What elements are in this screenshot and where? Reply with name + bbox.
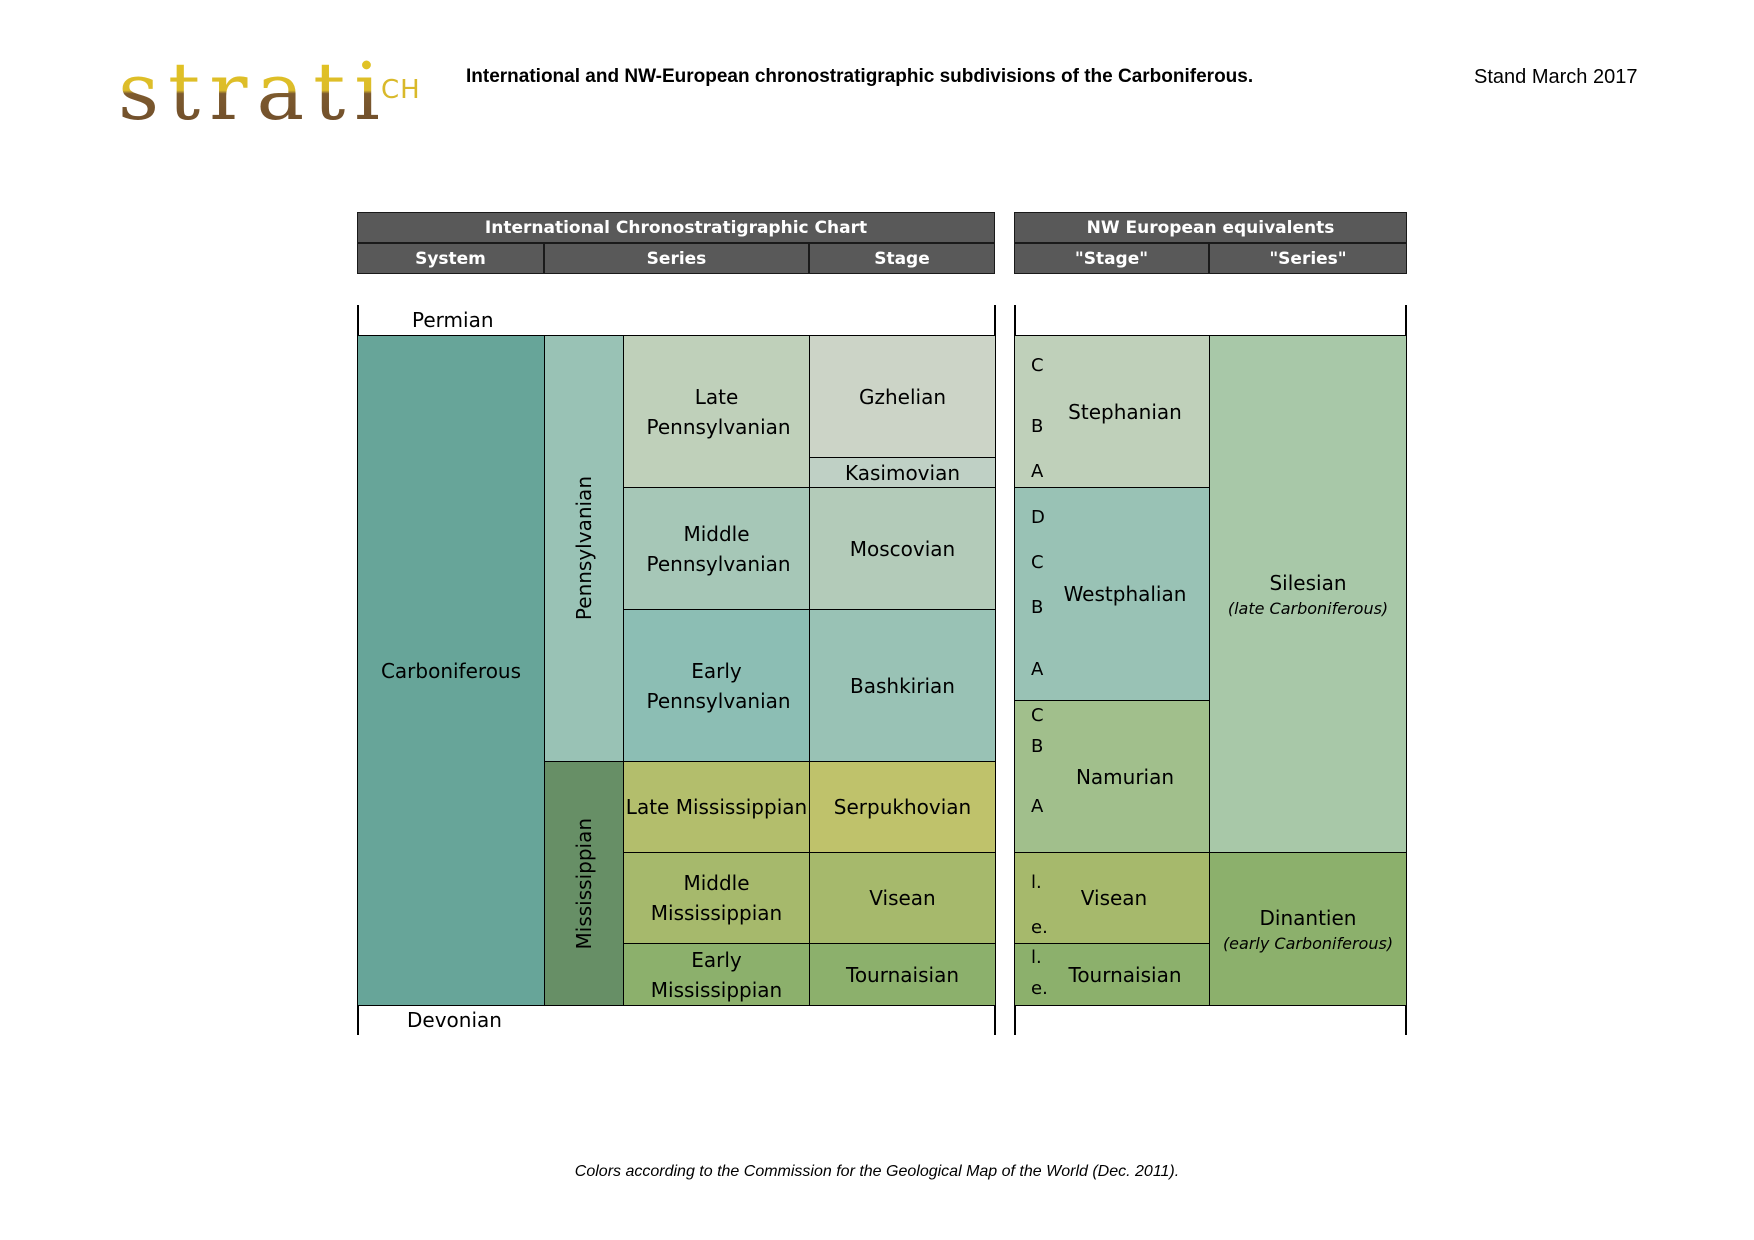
visean-label: Visean xyxy=(869,886,936,910)
left-border-bottom xyxy=(357,1005,359,1035)
stephanian-label: Stephanian xyxy=(1068,399,1182,424)
series-early-pennsylvanian xyxy=(623,609,810,762)
substage-stephanian-c: C xyxy=(1031,355,1044,376)
system-carboniferous xyxy=(357,335,545,1006)
subsystem-mississippian xyxy=(544,761,624,1006)
nw-visean-label: Visean xyxy=(1080,886,1148,910)
substage-tournaisian-late: l. xyxy=(1031,947,1042,968)
series-middle-pennsylvanian xyxy=(623,487,810,610)
right-border-top xyxy=(994,305,996,335)
column-header-nw-stage: "Stage" xyxy=(1014,243,1209,274)
stage-tournaisian xyxy=(809,943,996,1006)
colors-footnote: Colors according to the Commission for the Geological Map of the World (Dec. 2011). xyxy=(574,1163,1180,1180)
late-mississippian-label: Late Mississippian xyxy=(625,795,808,819)
nw-tournaisian-label: Tournaisian xyxy=(1068,962,1182,987)
left-border-top xyxy=(357,305,359,335)
serpukhovian-label: Serpukhovian xyxy=(833,795,972,819)
substage-stephanian-a: A xyxy=(1031,461,1044,482)
subsystem-pennsylvanian xyxy=(544,335,624,762)
nw-right-border-top xyxy=(1405,305,1407,335)
column-header-system: System xyxy=(357,243,544,274)
substage-namurian-b: B xyxy=(1031,736,1044,757)
namurian-label: Namurian xyxy=(1075,764,1175,789)
nw-right-border-bottom xyxy=(1405,1005,1407,1035)
pennsylvanian-label: Pennsylvanian xyxy=(572,476,596,621)
substage-westphalian-d: D xyxy=(1031,507,1045,528)
nw-series-silesian xyxy=(1209,335,1407,853)
mississippian-label: Mississippian xyxy=(572,817,596,950)
stage-serpukhovian xyxy=(809,761,996,853)
series-early-mississippian xyxy=(623,943,810,1006)
column-header-stage: Stage xyxy=(809,243,995,274)
nw-left-border-bottom xyxy=(1014,1005,1016,1035)
document-title: International and NW-European chronostratigraphic subdivisions of the Carboniferous. xyxy=(466,66,1254,87)
stage-bashkirian xyxy=(809,609,996,762)
westphalian-label: Westphalian xyxy=(1063,582,1187,606)
international-chart-title: International Chronostratigraphic Chart xyxy=(357,212,995,243)
carboniferous-label: Carboniferous xyxy=(380,658,522,683)
stage-gzhelian xyxy=(809,335,996,458)
substage-namurian-a: A xyxy=(1031,796,1044,817)
nw-series-dinantien xyxy=(1209,852,1407,1006)
substage-westphalian-c: C xyxy=(1031,552,1044,573)
permian-label: Permian xyxy=(412,308,494,332)
dinantien-label: Dinantien xyxy=(1259,906,1357,930)
kasimovian-label: Kasimovian xyxy=(844,460,961,485)
substage-stephanian-b: B xyxy=(1031,416,1044,437)
substage-tournaisian-early: e. xyxy=(1031,978,1048,999)
middle-pennsylvanian-label: Middle Pennsylvanian xyxy=(646,521,791,576)
column-header-nw-series: "Series" xyxy=(1209,243,1407,274)
substage-westphalian-a: A xyxy=(1031,659,1044,680)
stage-moscovian xyxy=(809,487,996,610)
stage-visean xyxy=(809,852,996,944)
series-late-mississippian xyxy=(623,761,810,853)
right-border-bottom xyxy=(994,1005,996,1035)
stratich-logo-suffix: CH xyxy=(381,75,421,105)
nw-european-title: NW European equivalents xyxy=(1014,212,1407,243)
series-middle-mississippian xyxy=(623,852,810,944)
early-mississippian-label: Early Mississippian xyxy=(650,947,783,1002)
substage-visean-late: l. xyxy=(1031,872,1042,893)
late-pennsylvanian-label: Late Pennsylvanian xyxy=(646,384,791,439)
tournaisian-label: Tournaisian xyxy=(846,962,959,987)
early-pennsylvanian-label: Early Pennsylvanian xyxy=(646,658,791,713)
substage-westphalian-b: B xyxy=(1031,597,1044,618)
nw-left-border-top xyxy=(1014,305,1016,335)
gzhelian-label: Gzhelian xyxy=(858,384,947,409)
devonian-label: Devonian xyxy=(407,1008,502,1032)
document-date: Stand March 2017 xyxy=(1474,66,1638,88)
column-header-series: Series xyxy=(544,243,809,274)
series-late-pennsylvanian xyxy=(623,335,810,488)
middle-mississippian-label: Middle Mississippian xyxy=(650,871,783,925)
silesian-label: Silesian xyxy=(1269,571,1347,595)
stratich-logo: strati xyxy=(118,45,389,138)
stage-kasimovian xyxy=(809,457,996,488)
bashkirian-label: Bashkirian xyxy=(850,673,955,698)
substage-visean-early: e. xyxy=(1031,917,1048,938)
moscovian-label: Moscovian xyxy=(849,536,956,561)
substage-namurian-c: C xyxy=(1031,705,1044,726)
dinantien-sublabel: (early Carboniferous) xyxy=(1222,934,1394,953)
silesian-sublabel: (late Carboniferous) xyxy=(1227,599,1389,618)
